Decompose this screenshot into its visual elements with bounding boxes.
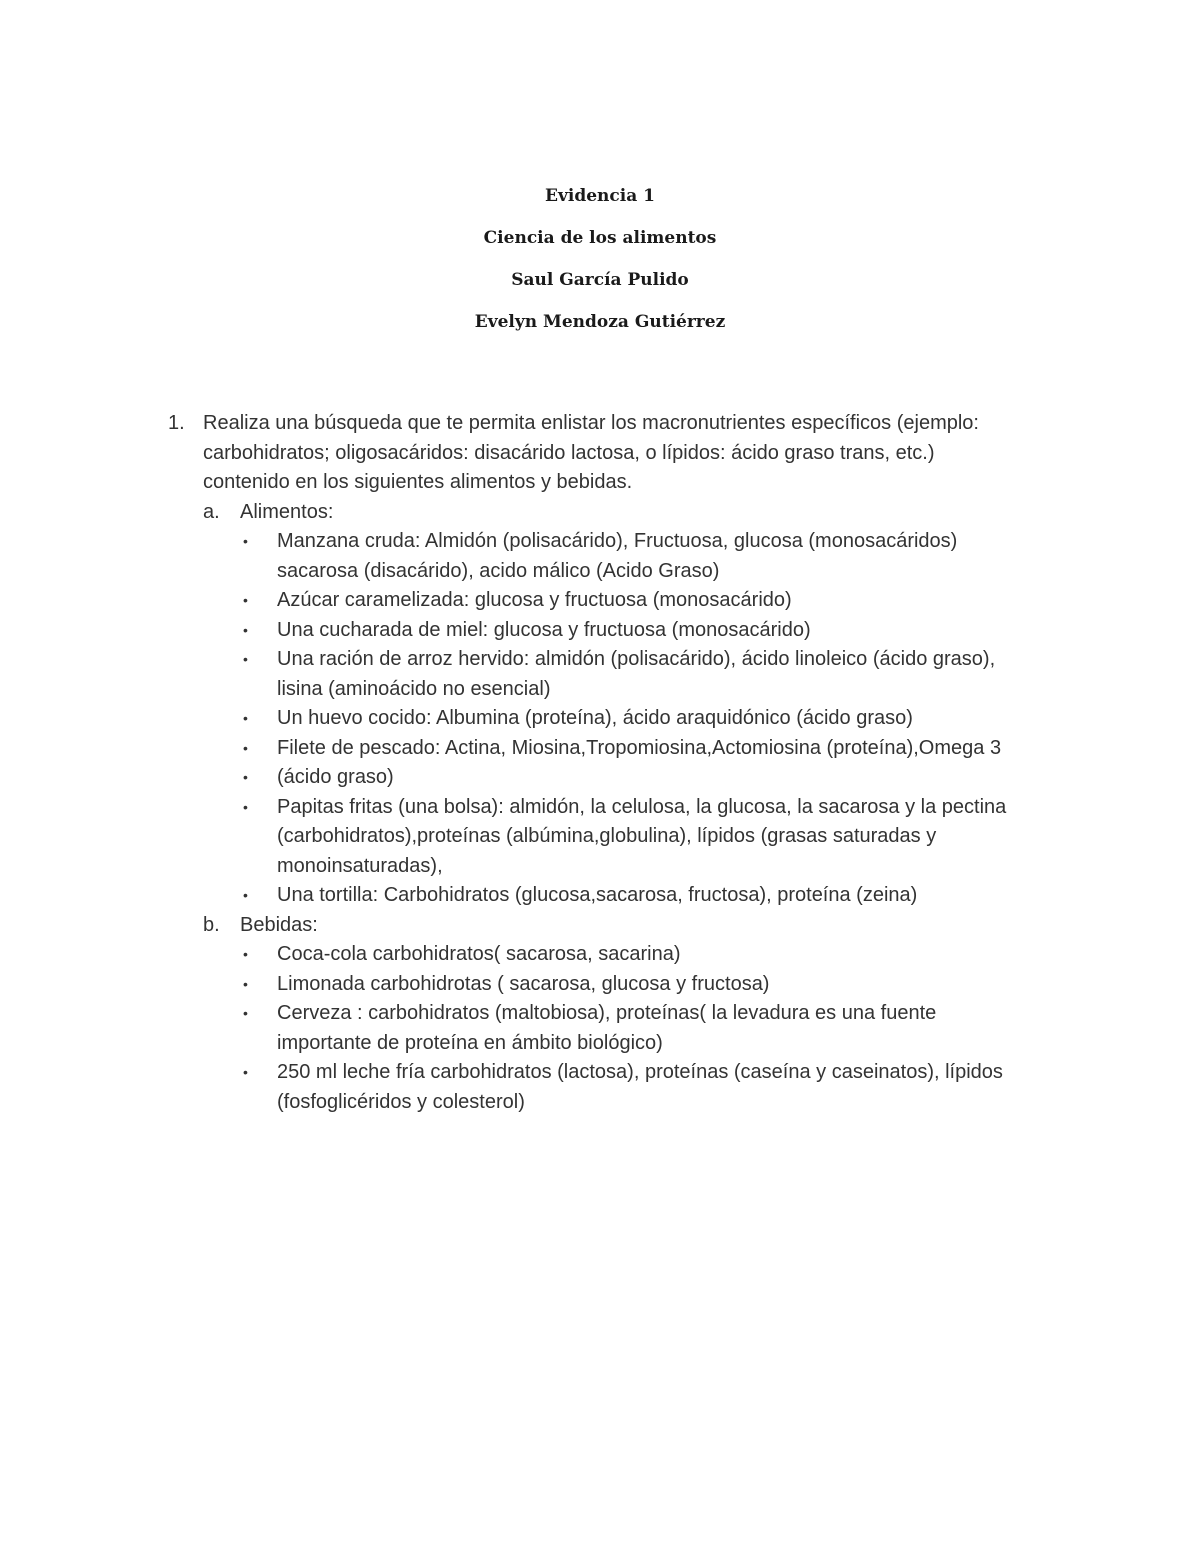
- list-item-text: monoinsaturadas),: [277, 854, 443, 877]
- list-item: [160, 1058, 1060, 1117]
- list-item-text: Manzana cruda: Almidón (polisacárido), Fructuosa, glucosa (monosacáridos): [277, 530, 958, 552]
- list-item-text: (fosfoglicéridos y colesterol): [277, 1090, 525, 1113]
- list-item-text: Papitas fritas (una bolsa): almidón, la celulosa, la glucosa, la sacarosa y la pectina: [277, 795, 1007, 818]
- bullet-icon: •: [243, 651, 248, 667]
- question-line: carbohidratos; oligosacáridos: disacárido lactosa, o lípidos: ácido graso trans, etc.): [203, 441, 935, 464]
- list-item: [160, 645, 1060, 704]
- list-item: [160, 527, 1060, 586]
- question-line: Realiza una búsqueda que te permita enlistar los macronutrientes específicos (ejemplo:: [203, 412, 979, 434]
- document-body: [160, 409, 1060, 1117]
- course-name: Ciencia de los alimentos: [483, 228, 717, 248]
- list-item-text: Coca-cola carbohidratos( sacarosa, sacarina): [277, 943, 681, 965]
- bullet-icon: •: [243, 1005, 248, 1021]
- bullet-icon: •: [243, 592, 248, 608]
- question-line: contenido en los siguientes alimentos y bebidas.: [203, 471, 633, 493]
- list-item: [160, 734, 1060, 764]
- list-item-text: Una cucharada de miel: glucosa y fructuosa (monosacárido): [277, 618, 811, 641]
- bullet-icon: •: [243, 975, 248, 992]
- list-item-text: Azúcar caramelizada: glucosa y fructuosa (monosacárido): [277, 589, 792, 611]
- bullet-icon: •: [243, 710, 248, 726]
- list-item: [160, 586, 1060, 616]
- bullet-icon: •: [243, 533, 248, 549]
- list-item: [160, 999, 1060, 1058]
- list-item: [160, 793, 1060, 882]
- bullet-icon: •: [243, 621, 248, 638]
- list-item: [160, 970, 1060, 1000]
- list-item-text: Una tortilla: Carbohidratos (glucosa,sacarosa, fructosa), proteína (zeina): [277, 884, 918, 906]
- student-name: Saul García Pulido: [511, 270, 689, 290]
- section-heading: Bebidas:: [240, 913, 318, 936]
- list-item-text: Una ración de arroz hervido: almidón (polisacárido), ácido linoleico (ácido graso),: [277, 648, 996, 670]
- list-item: [160, 704, 1060, 734]
- list-item-text: (carbohidratos),proteínas (albúmina,globulina), lípidos (grasas saturadas y: [277, 825, 937, 847]
- list-item-text: Cerveza : carbohidratos (maltobiosa), proteínas( la levadura es una fuente: [277, 1002, 937, 1024]
- list-item-text: 250 ml leche fría carbohidratos (lactosa), proteínas (caseína y caseinatos), lípidos: [277, 1061, 1003, 1083]
- bullet-icon: •: [243, 1064, 248, 1080]
- bullet-icon: •: [243, 798, 248, 815]
- list-item-text: Filete de pescado: Actina, Miosina,Tropomiosina,Actomiosina (proteína),Omega 3: [277, 736, 1002, 759]
- question-1: [160, 409, 1060, 498]
- section-alimentos: [160, 498, 1060, 911]
- bullet-icon: •: [243, 769, 248, 785]
- list-item: [160, 616, 1060, 646]
- document-header: [0, 181, 1200, 349]
- list-item-text: Un huevo cocido: Albumina (proteína), ácido araquidónico (ácido graso): [277, 707, 913, 729]
- list-item: [160, 881, 1060, 911]
- question-number: 1.: [168, 412, 185, 434]
- list-item-text: sacarosa (disacárido), acido málico (Acido Graso): [277, 559, 720, 582]
- section-bebidas: [160, 911, 1060, 1118]
- bullet-icon: •: [243, 739, 248, 756]
- bullet-icon: •: [243, 887, 248, 903]
- list-item-text: importante de proteína en ámbito biológico): [277, 1031, 663, 1054]
- list-item-text: lisina (aminoácido no esencial): [277, 677, 551, 700]
- list-item-text: (ácido graso): [277, 766, 394, 788]
- evidence-title: Evidencia 1: [545, 186, 655, 206]
- section-heading: Alimentos:: [240, 500, 334, 523]
- section-marker: b.: [203, 913, 220, 936]
- list-item: [160, 940, 1060, 970]
- list-item: [160, 763, 1060, 793]
- teacher-name: Evelyn Mendoza Gutiérrez: [474, 312, 726, 332]
- bullet-icon: •: [243, 946, 248, 962]
- section-marker: a.: [203, 500, 220, 523]
- list-item-text: Limonada carbohidrotas ( sacarosa, glucosa y fructosa): [277, 972, 770, 995]
